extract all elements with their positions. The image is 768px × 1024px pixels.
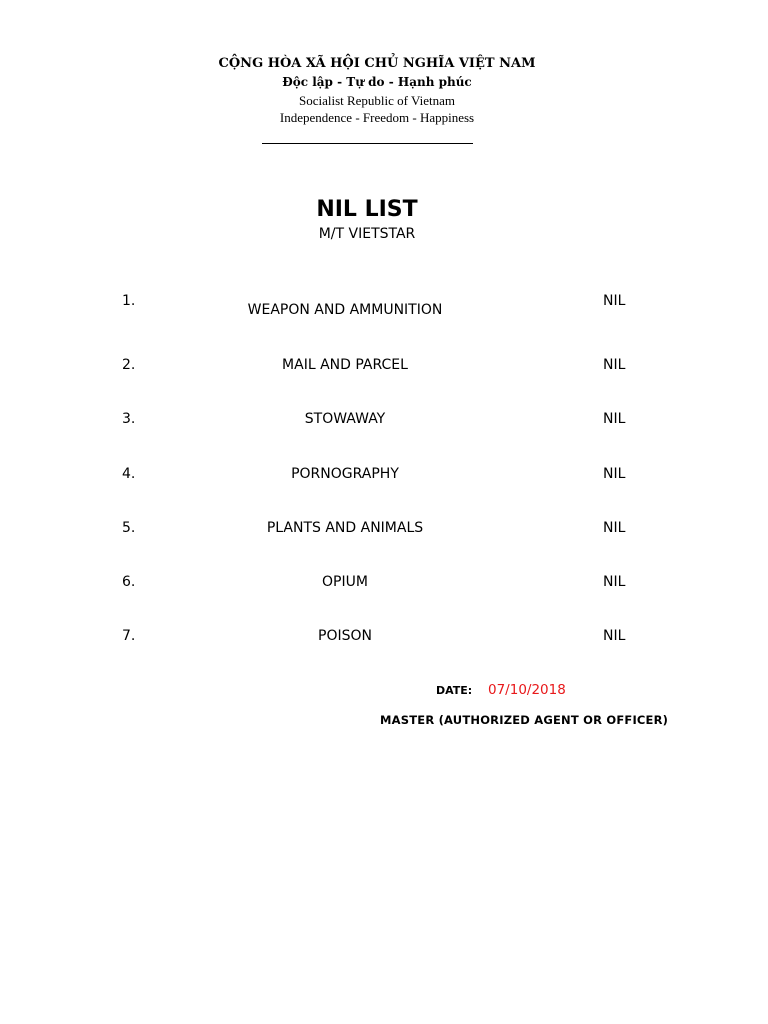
- header-divider: [262, 143, 473, 144]
- item-label: POISON: [318, 628, 372, 644]
- item-label: OPIUM: [322, 574, 368, 590]
- item-status: NIL: [603, 574, 626, 590]
- header-nation-vi: CỘNG HÒA XÃ HỘI CHỦ NGHĨA VIỆT NAM: [218, 56, 536, 71]
- item-label: STOWAWAY: [304, 411, 386, 427]
- item-status: NIL: [603, 628, 626, 644]
- item-label: PORNOGRAPHY: [291, 466, 399, 482]
- item-number: 7.: [122, 628, 136, 644]
- item-status: NIL: [603, 357, 626, 373]
- document-title: NIL LIST: [316, 197, 418, 222]
- date-label: DATE:: [436, 684, 473, 697]
- header-motto-en: Independence - Freedom - Happiness: [279, 110, 475, 125]
- item-number: 4.: [122, 466, 136, 482]
- item-label: PLANTS AND ANIMALS: [266, 520, 424, 536]
- item-label: WEAPON AND AMMUNITION: [247, 302, 443, 318]
- item-number: 3.: [122, 411, 136, 427]
- document-subtitle: M/T VIETSTAR: [318, 226, 416, 242]
- item-status: NIL: [603, 293, 626, 309]
- header-nation-en: Socialist Republic of Vietnam: [298, 93, 456, 108]
- signatory-line: MASTER (AUTHORIZED AGENT OR OFFICER): [380, 713, 669, 727]
- item-status: NIL: [603, 466, 626, 482]
- item-label: MAIL AND PARCEL: [282, 357, 408, 373]
- header-motto-vi: Độc lập - Tự do - Hạnh phúc: [282, 75, 472, 89]
- date-value: 07/10/2018: [488, 682, 566, 698]
- item-status: NIL: [603, 411, 626, 427]
- item-number: 5.: [122, 520, 136, 536]
- item-number: 2.: [122, 357, 136, 373]
- item-status: NIL: [603, 520, 626, 536]
- item-number: 1.: [122, 293, 136, 309]
- item-number: 6.: [122, 574, 136, 590]
